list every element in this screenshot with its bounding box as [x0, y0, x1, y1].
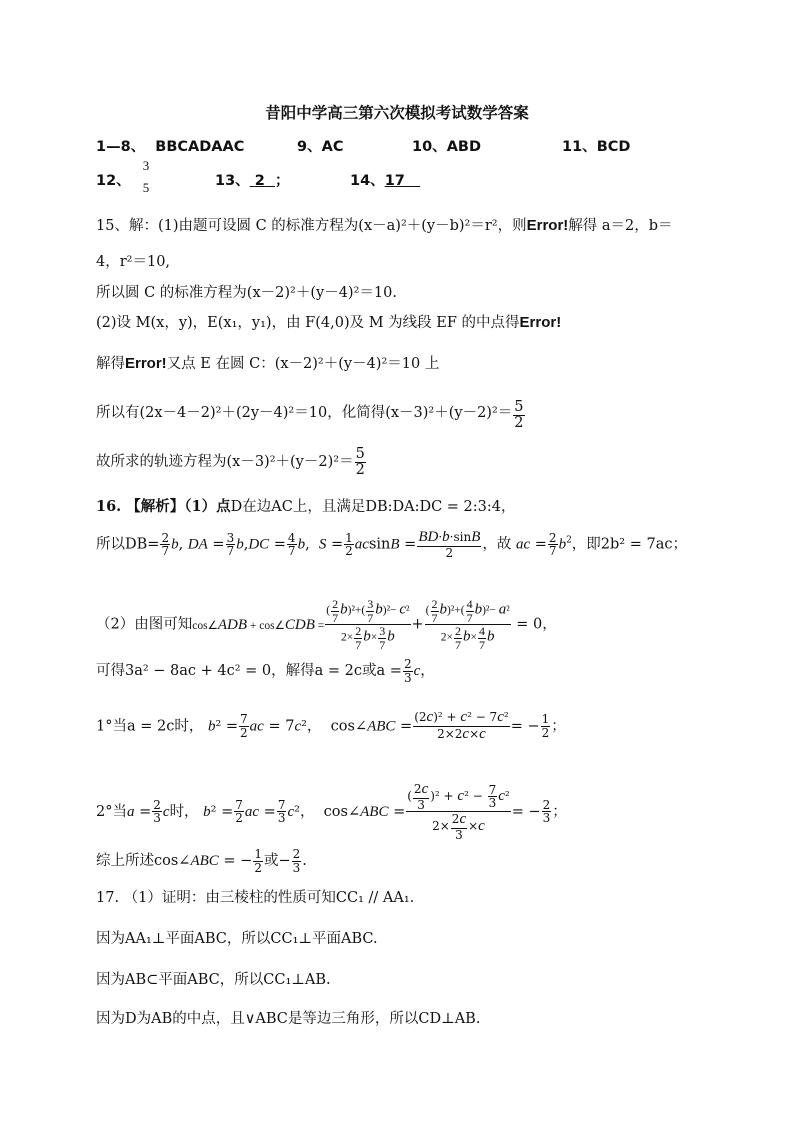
q16-line6: 2°当a = $\frac{2}{3}$ c时， b² = $\frac{7}{2}$ ac = $\frac{7}{3}$ c²， cos∠ABC = ( $\frac{2c}{3}$ )² + c² − $\frac{7}{3}$ c² 2× $\frac{2c}{3}$ ×c = − $\frac{2}{3}$ ；	[96, 781, 567, 843]
answer-10: 10、ABD	[412, 139, 481, 155]
q17-line4: 因为D为AB的中点，且∨ABC是等边三角形，所以CD⊥AB.	[96, 1011, 481, 1027]
page-title: 昔阳中学高三第六次模拟考试数学答案	[265, 103, 529, 122]
q16-line2: 所以DB= $\frac{2}{7}$ b, DA = $\frac{3}{7}$ b,DC = $\frac{4}{7}$ b, S = $\frac{1}{2}$ acsinB = $\frac{BD\cdot b\cdot\sin B}{2}$ ，故 ac = $\frac{2}{7}$ $b^2$，即2b² = 7ac；	[96, 529, 687, 560]
answer-11: 11、BCD	[562, 139, 631, 155]
q15-line7: 故所求的轨迹方程为(x－3)²＋(y－2)²＝ $\frac{5}{2}$	[96, 446, 365, 479]
q16-line4: 可得3a² − 8ac + 4c² = 0，解得a = 2c或a = $\frac{2}{3}$ c，	[96, 657, 435, 685]
q15-line4: (2)设 M(x，y)，E(x₁，y₁)，由 F(4,0)及 M 为线段 EF 的中点得Error!	[96, 314, 562, 331]
q15-line5: 解得Error!又点 E 在圆 C：(x－2)²＋(y－4)²＝10 上	[96, 355, 440, 372]
q17-line2: 因为AA₁⊥平面ABC，所以CC₁⊥平面ABC.	[96, 931, 378, 947]
answer-1-8: 1—8、 BBCADAAC	[96, 139, 245, 155]
q16-line5: 1°当a = 2c时， b² = $\frac{7}{2}$ ac = 7c²， cos∠ABC = $\frac{\text{(2c)² + c² − 7c²}}{2\times 2c\times c}$ = − $\frac{1}{2}$ ；	[96, 709, 566, 742]
q17-line3: 因为AB⊂平面ABC，所以CC₁⊥AB.	[96, 972, 331, 988]
q15-line6: 所以有(2x－4－2)²＋(2y－4)²＝10，化简得(x－3)²＋(y－2)²＝ $\frac{5}{2}$	[96, 399, 524, 432]
q16-line7: 综上所述cos∠ABC = − $\frac{1}{2}$ 或− $\frac{2}{3}$ .	[96, 847, 307, 875]
q15-line3: 所以圆 C 的标准方程为(x－2)²＋(y－4)²＝10.	[96, 285, 397, 301]
answer-13: 13、 2 ；	[215, 173, 290, 189]
q16-line3: （2）由图可知cos∠ADB + cos∠CDB = ( $\frac{2}{7}$ b)²+( $\frac{3}{7}$ b)²− c² 2× $\frac{2}{7}$ b× $\frac{3}{7}$ b + ( $\frac{2}{7}$ b)²+( $\frac{4}{7}$ b)²− a² 2× $\frac{2}{7}$ b× $\frac{4}{7}$ b = 0，	[96, 597, 557, 652]
q15-line2: 4，r²＝10,	[96, 254, 171, 270]
q16-line1: 16. 【解析】（1）点D在边AC上，且满足DB:DA:DC = 2:3:4，	[96, 498, 516, 515]
answer-12-label: 12、	[96, 173, 131, 189]
answer-9: 9、AC	[297, 139, 344, 155]
q15-line1: 15、解：(1)由题可设圆 C 的标准方程为(x－a)²＋(y－b)²＝r²，则Error!解得 a＝2，b＝	[96, 217, 673, 234]
answer-12-fraction: 3 5	[142, 158, 150, 195]
q17-line1: 17. （1）证明：由三棱柱的性质可知CC₁ // AA₁.	[96, 890, 415, 906]
answer-14: 14、17	[350, 173, 405, 189]
